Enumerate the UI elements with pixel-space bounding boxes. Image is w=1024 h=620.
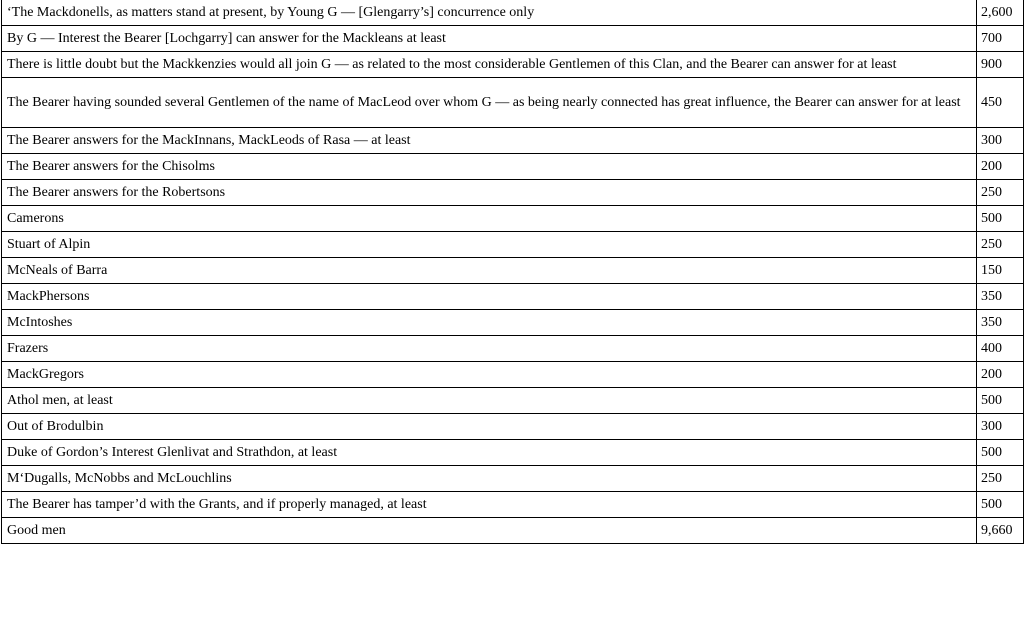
table-row [2, 52, 1024, 78]
row-description: Out of Brodulbin [2, 414, 977, 440]
row-description: Frazers [2, 336, 977, 362]
table-row [2, 206, 1024, 232]
table-row [2, 78, 1024, 128]
table-row [2, 310, 1024, 336]
row-description: ‘The Mackdonells, as matters stand at present, by Young G — [Glengarry’s] concurrence only [2, 0, 977, 26]
row-description: Stuart of Alpin [2, 232, 977, 258]
table-row [2, 388, 1024, 414]
total-label: Good men [2, 518, 977, 544]
row-description: The Bearer has tamper’d with the Grants, and if properly managed, at least [2, 492, 977, 518]
row-value: 350 [977, 284, 1024, 310]
row-description: McNeals of Barra [2, 258, 977, 284]
row-description: MackGregors [2, 362, 977, 388]
row-description: The Bearer answers for the Chisolms [2, 154, 977, 180]
row-value: 900 [977, 52, 1024, 78]
total-value: 9,660 [977, 518, 1024, 544]
table-row [2, 492, 1024, 518]
clan-strength-table [1, 0, 1024, 544]
row-description: Camerons [2, 206, 977, 232]
table-row [2, 466, 1024, 492]
row-description: Athol men, at least [2, 388, 977, 414]
row-description: The Bearer having sounded several Gentlemen of the name of MacLeod over whom G — as being nearly connected has great influence, the Bearer can answer for at least [2, 78, 977, 128]
row-value: 350 [977, 310, 1024, 336]
table-row [2, 0, 1024, 26]
row-value: 500 [977, 206, 1024, 232]
table-row [2, 26, 1024, 52]
row-value: 250 [977, 180, 1024, 206]
row-value: 400 [977, 336, 1024, 362]
table-row [2, 154, 1024, 180]
table-row [2, 284, 1024, 310]
row-value: 450 [977, 78, 1024, 128]
row-description: M‘Dugalls, McNobbs and McLouchlins [2, 466, 977, 492]
row-value: 500 [977, 492, 1024, 518]
row-value: 2,600 [977, 0, 1024, 26]
row-description: The Bearer answers for the MackInnans, MackLeods of Rasa — at least [2, 128, 977, 154]
row-value: 250 [977, 232, 1024, 258]
table-row [2, 362, 1024, 388]
row-value: 150 [977, 258, 1024, 284]
row-description: Duke of Gordon’s Interest Glenlivat and Strathdon, at least [2, 440, 977, 466]
table-row [2, 232, 1024, 258]
table-row [2, 440, 1024, 466]
table-row [2, 180, 1024, 206]
row-description: There is little doubt but the Mackkenzies would all join G — as related to the most considerable Gentlemen of this Clan, and the Bearer can answer for at least [2, 52, 977, 78]
row-description: By G — Interest the Bearer [Lochgarry] can answer for the Mackleans at least [2, 26, 977, 52]
table-row [2, 128, 1024, 154]
table-row [2, 414, 1024, 440]
row-description: MackPhersons [2, 284, 977, 310]
row-value: 200 [977, 154, 1024, 180]
row-value: 300 [977, 414, 1024, 440]
row-value: 300 [977, 128, 1024, 154]
row-value: 200 [977, 362, 1024, 388]
row-description: McIntoshes [2, 310, 977, 336]
row-value: 250 [977, 466, 1024, 492]
row-description: The Bearer answers for the Robertsons [2, 180, 977, 206]
row-value: 700 [977, 26, 1024, 52]
table-row [2, 258, 1024, 284]
row-value: 500 [977, 388, 1024, 414]
table-row [2, 336, 1024, 362]
total-row [2, 518, 1024, 544]
row-value: 500 [977, 440, 1024, 466]
